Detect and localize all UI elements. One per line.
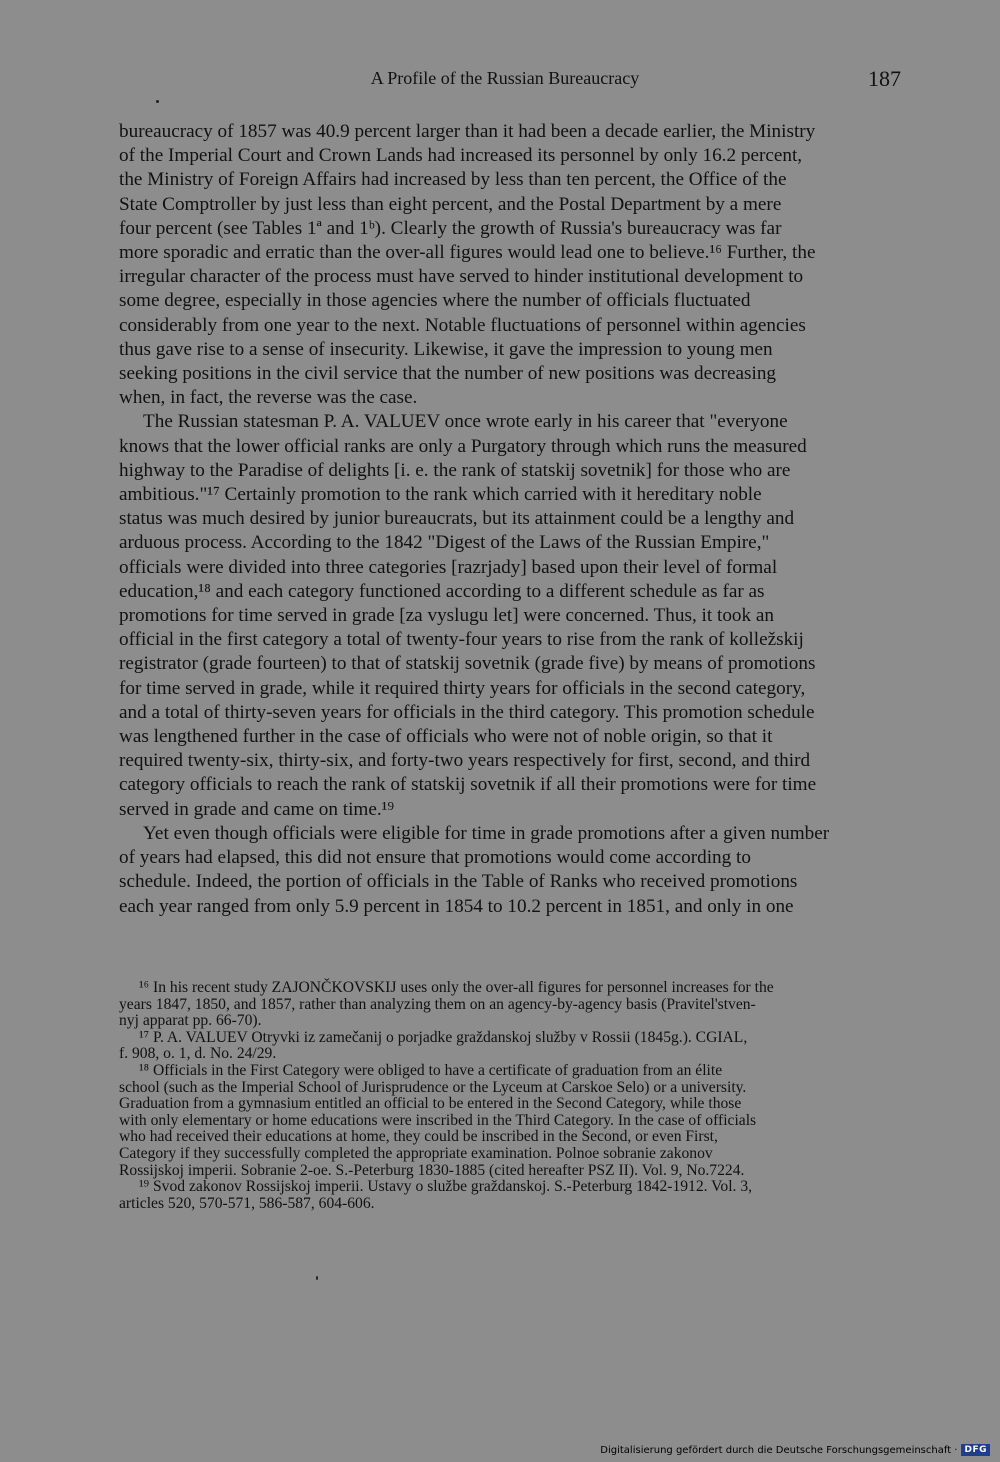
credit-text: Digitalisierung gefördert durch die Deutsche Forschungsgemeinschaft · bbox=[600, 1444, 958, 1456]
scan-speck bbox=[156, 100, 159, 103]
digitization-credit bbox=[600, 1444, 990, 1456]
body-text bbox=[119, 120, 899, 919]
scan-speck bbox=[316, 1276, 318, 1280]
paragraph: Yet even though officials were eligible for time in grade promotions after a given number of years had elapsed, this did not ensure that promotions would come according to schedule. Indeed, the portion of officials in the Table of Ranks who received promotions each year ranged from only 5.9 percent in 1854 to 10.2 percent in 1851, and only in one bbox=[119, 822, 830, 917]
running-head bbox=[0, 66, 1000, 94]
footnote-17: ¹⁷ P. A. VALUEV Otryvki iz zamečanij o porjadke graždanskoj služby v Rossii (1845g.). CGIAL, f. 908, o. 1, d. No. 24/29. bbox=[119, 1028, 748, 1063]
footnotes bbox=[119, 980, 903, 1212]
dfg-logo: DFG bbox=[961, 1444, 990, 1456]
paragraph: The Russian statesman P. A. VALUEV once wrote early in his career that "everyone knows that the lower official ranks are only a Purgatory through which runs the measured highway to the Paradise of delights [i. e. the rank of statskij sovetnik] for those who are ambitious."¹⁷ Certainly promotion to the rank which carried with it hereditary noble status was much desired by junior bureaucrats, but its attainment could be a lengthy and arduous process. According to the 1842 "Digest of the Laws of the Russian Empire," officials were divided into three categories [razrjady] based upon their level of formal education,¹⁸ and each category functioned according to a different schedule as far as promotions for time served in grade [za vyslugu let] were concerned. Thus, it took an official in the first category a total of twenty-four years to rise from the rank of kolležskij registrator (grade fourteen) to that of statskij sovetnik (grade five) by means of promotions for time served in grade, while it required thirty years for officials in the second category, and a total of thirty-seven years for officials in the third category. This promotion schedule was lengthened further in the case of officials who were not of noble origin, so that it required twenty-six, thirty-six, and forty-two years respectively for first, second, and third category officials to reach the rank of statskij sovetnik if all their promotions were for time served in grade and came on time.¹⁹ bbox=[119, 411, 817, 820]
page-number: 187 bbox=[868, 66, 901, 91]
running-head-title: A Profile of the Russian Bureaucracy bbox=[370, 68, 640, 88]
footnote-19: ¹⁹ Svod zakonov Rossijskoj imperii. Ustavy o službe graždanskoj. S.-Peterburg 1842-1912. Vol. 3, articles 520, 570-571, 586-587, 604-606. bbox=[119, 1178, 753, 1212]
paragraph: bureaucracy of 1857 was 40.9 percent larger than it had been a decade earlier, the Ministry of the Imperial Court and Crown Lands had increased its personnel by only 16.2 percent, the Ministry of Foreign Affairs had increased by less than ten percent, the Office of the State Comptroller by just less than eight percent, and the Postal Department by a mere four percent (see Tables 1ª and 1ᵇ). Clearly the growth of Russia's bureaucracy was far more sporadic and erratic than the over-all figures would lead one to believe.¹⁶ Further, the irregular character of the process must have served to hinder institutional development to some degree, especially in those agencies where the number of officials fluctuated considerably from one year to the next. Notable fluctuations of personnel within agencies thus gave rise to a sense of insecurity. Likewise, it gave the impression to young men seeking positions in the civil service that the number of new positions was decreasing when, in fact, the reverse was the case. bbox=[119, 121, 816, 409]
footnote-18: ¹⁸ Officials in the First Category were obliged to have a certificate of graduation from an élite school (such as the Imperial School of Jurisprudence or the Lyceum at Carskoe Selo) or a university. Graduation from a gymnasium entitled an official to be entered in the Second Category, while those with only elementary or home educations were inscribed in the Third Category. In the case of officials who had received their educations at home, they could be inscribed in the Second, or even First, Category if they successfully completed the appropriate examination. Polnoe sobranie zakonov Rossijskoj imperii. Sobranie 2-oe. S.-Peterburg 1830-1885 (cited hereafter PSZ II). Vol. 9, No.7224. bbox=[119, 1061, 757, 1179]
footnote-16: ¹⁶ In his recent study ZAJONČKOVSKIJ uses only the over-all figures for personnel increases for the years 1847, 1850, and 1857, rather than analyzing them on an agency-by-agency basis (Pravitel'stven- nyj apparat pp. 66-70). bbox=[119, 979, 774, 1030]
